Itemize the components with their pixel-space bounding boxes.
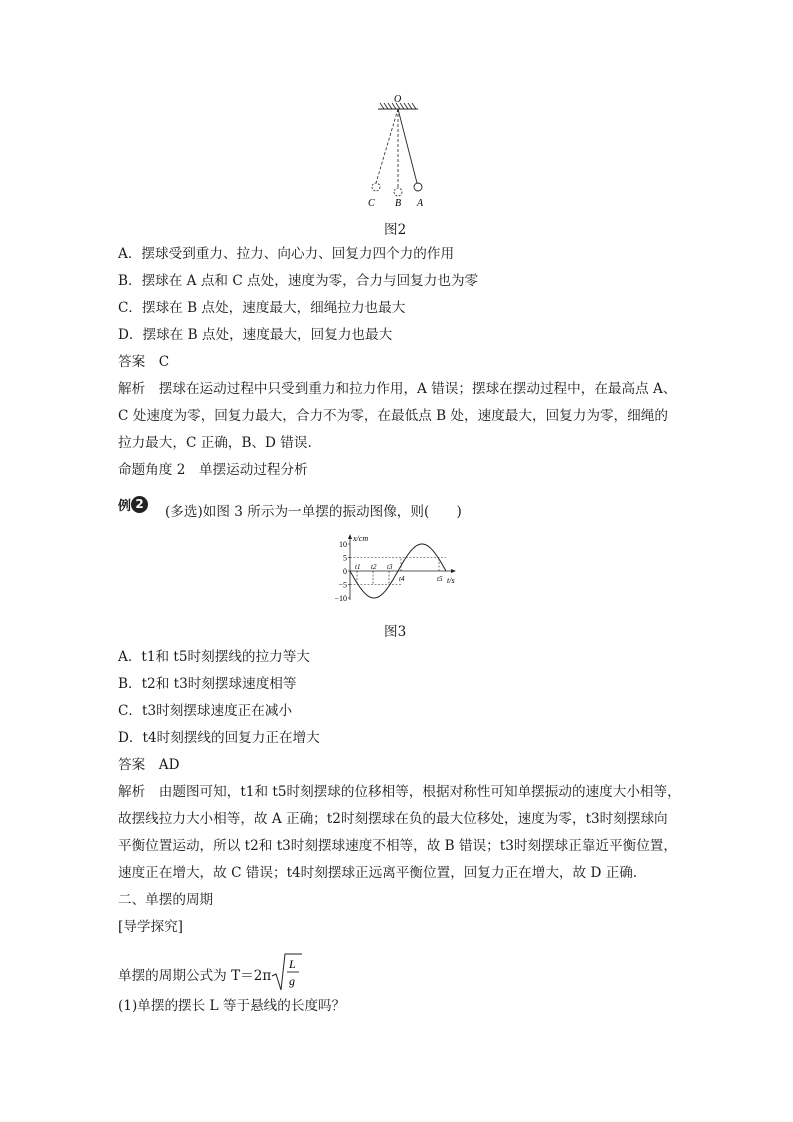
pendulum-figure [360, 92, 460, 212]
section2-title: 二、单摆的周期 [118, 892, 214, 908]
t-label-4: t4 [399, 575, 405, 583]
q2-option-d: D．t4时刻摆线的回复力正在增大 [118, 730, 320, 746]
t-label-1: t1 [355, 563, 361, 571]
y-tick-label: 5 [343, 553, 347, 563]
pivot-label-o: O [394, 94, 402, 105]
x-axis-label: t/s [447, 576, 455, 585]
figure2-caption: 图2 [384, 222, 407, 238]
q2-option-a: A．t1和 t5时刻摆线的拉力等大 [118, 649, 310, 665]
t-label-3: t3 [387, 563, 393, 571]
period-text: 单摆的周期公式为 T＝2π [118, 968, 272, 984]
example-badge [118, 494, 148, 512]
q1-analysis-line2: C 处速度为零，回复力最大，合力不为零，在最低点 B 处，速度最大，回复力为零，细绳的 [118, 408, 668, 424]
y-tick-label: −5 [338, 580, 347, 590]
q1-option-a: A．摆球受到重力、拉力、向心力、回复力四个力的作用 [118, 246, 455, 262]
t-label-5: t5 [437, 575, 443, 583]
question1: (1)单摆的摆长 L 等于悬线的长度吗？ [118, 998, 346, 1014]
example-number: 2 [131, 496, 148, 513]
q2-analysis-line4: 速度正在增大，故 C 错误；t4时刻摆球正远离平衡位置，回复力正在增大，故 D 正确. [118, 865, 638, 881]
q1-option-c: C．摆球在 B 点处，速度最大，细绳拉力也最大 [118, 300, 406, 316]
section-title: 命题角度 2 单摆运动过程分析 [118, 462, 308, 478]
point-label-b: B [395, 198, 402, 209]
figure3-caption: 图3 [384, 624, 407, 640]
y-tick-label: −10 [334, 594, 347, 603]
point-label-c: C [368, 198, 375, 209]
vibration-chart [325, 534, 470, 604]
q1-option-b: B．摆球在 A 点和 C 点处，速度为零，合力与回复力也为零 [118, 273, 479, 289]
guide-title: [导学探究] [118, 919, 183, 935]
x-axis-arrow [451, 569, 456, 573]
fraction-denominator: g [289, 974, 296, 988]
y-axis-label: x/cm [353, 534, 369, 543]
y-tick-label: 10 [339, 540, 347, 549]
q1-option-d: D．摆球在 B 点处，速度最大，回复力也最大 [118, 327, 393, 343]
sqrt-fraction [271, 952, 303, 992]
q2-analysis-line1: 解析 由题图可知，t1和 t5时刻摆球的位移相等，根据对称性可知单摆振动的速度大小相等， [118, 784, 681, 800]
q2-option-b: B．t2和 t3时刻摆球速度相等 [118, 676, 297, 692]
y-tick-label: 0 [343, 567, 347, 576]
example-question: (多选)如图 3 所示为一单摆的振动图像，则( ) [165, 504, 462, 520]
y-axis-arrow [348, 534, 352, 539]
t-label-2: t2 [371, 563, 377, 571]
example-word: 例 [118, 499, 132, 514]
q2-analysis-line3: 平衡位置运动，所以 t2和 t3时刻摆球速度不相等，故 B 错误；t3时刻摆球正靠近平衡位置， [118, 838, 677, 854]
q1-answer: 答案 C [118, 354, 170, 370]
q2-analysis-line2: 故摆线拉力大小相等，故 A 正确；t2时刻摆球在负的最大位移处，速度为零，t3时刻摆球向 [118, 811, 668, 827]
q2-option-c: C．t3时刻摆球速度正在减小 [118, 703, 293, 719]
q1-analysis-line3: 拉力最大，C 正确，B、D 错误. [118, 435, 312, 451]
period-formula-line [118, 952, 303, 992]
point-label-a: A [417, 198, 424, 209]
fraction-numerator: L [289, 957, 297, 971]
q1-analysis-line1: 解析 摆球在运动过程中只受到重力和拉力作用，A 错误；摆球在摆动过程中，在最高点 A、 [118, 381, 677, 397]
q2-answer: 答案 AD [118, 757, 180, 773]
